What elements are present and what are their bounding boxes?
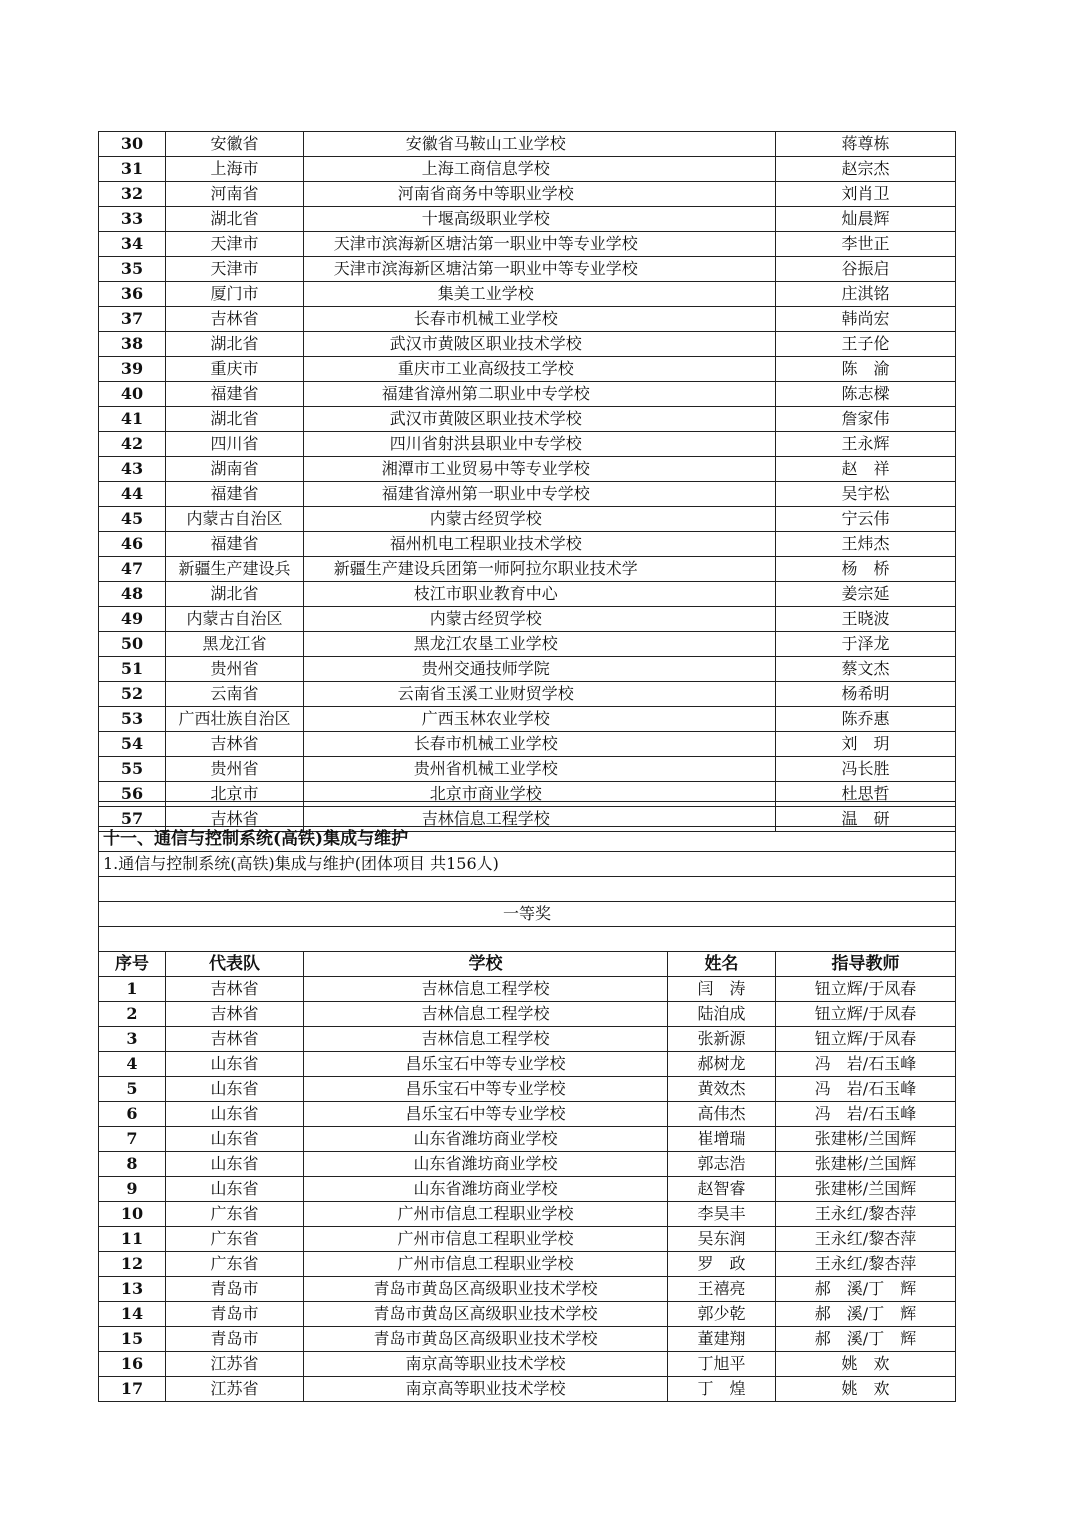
row-name: 蔡文杰	[776, 657, 956, 682]
table-row	[99, 1302, 956, 1327]
row-school: 枝江市职业教育中心	[304, 582, 668, 607]
table-row	[99, 632, 956, 657]
row-school: 吉林信息工程学校	[304, 1027, 668, 1052]
row-team: 福建省	[166, 482, 304, 507]
row-school: 昌乐宝石中等专业学校	[304, 1077, 668, 1102]
row-team: 云南省	[166, 682, 304, 707]
row-empty-cell	[668, 257, 776, 282]
row-name: 杨希明	[776, 682, 956, 707]
row-name: 姜宗延	[776, 582, 956, 607]
row-name: 刘肖卫	[776, 182, 956, 207]
row-empty-cell	[668, 632, 776, 657]
row-school: 黑龙江农垦工业学校	[304, 632, 668, 657]
row-team: 重庆市	[166, 357, 304, 382]
table-row	[99, 382, 956, 407]
row-teacher: 王永红/黎杏萍	[776, 1227, 956, 1252]
row-number: 13	[99, 1277, 166, 1302]
row-number: 34	[99, 232, 166, 257]
row-team: 山东省	[166, 1077, 304, 1102]
row-team: 吉林省	[166, 1027, 304, 1052]
row-name: 高伟杰	[668, 1102, 776, 1127]
table-row	[99, 332, 956, 357]
row-name: 李世正	[776, 232, 956, 257]
row-empty-cell	[668, 557, 776, 582]
row-number: 12	[99, 1252, 166, 1277]
table-header-row	[99, 952, 956, 977]
row-empty-cell	[668, 332, 776, 357]
row-team: 广东省	[166, 1252, 304, 1277]
row-name: 杜思哲	[776, 782, 956, 807]
row-number: 8	[99, 1152, 166, 1177]
row-number: 16	[99, 1352, 166, 1377]
row-number: 2	[99, 1002, 166, 1027]
row-team: 吉林省	[166, 807, 304, 832]
row-team: 福建省	[166, 382, 304, 407]
row-number: 1	[99, 977, 166, 1002]
row-number: 44	[99, 482, 166, 507]
row-school: 青岛市黄岛区高级职业技术学校	[304, 1302, 668, 1327]
row-team: 吉林省	[166, 307, 304, 332]
table-row	[99, 977, 956, 1002]
row-school: 天津市滨海新区塘沽第一职业中等专业学校	[304, 232, 668, 257]
row-number: 39	[99, 357, 166, 382]
table-row	[99, 1277, 956, 1302]
row-empty-cell	[668, 507, 776, 532]
row-teacher: 张建彬/兰国辉	[776, 1127, 956, 1152]
row-team: 湖北省	[166, 332, 304, 357]
row-teacher: 姚 欢	[776, 1377, 956, 1402]
row-team: 福建省	[166, 532, 304, 557]
row-school: 长春市机械工业学校	[304, 307, 668, 332]
row-teacher: 郝 溪/丁 辉	[776, 1302, 956, 1327]
row-number: 56	[99, 782, 166, 807]
row-school: 吉林信息工程学校	[304, 807, 668, 832]
row-number: 15	[99, 1327, 166, 1352]
table-row	[99, 207, 956, 232]
row-school: 武汉市黄陂区职业技术学校	[304, 407, 668, 432]
row-team: 天津市	[166, 232, 304, 257]
row-school: 新疆生产建设兵团第一师阿拉尔职业技术学	[304, 557, 668, 582]
row-school: 广州市信息工程职业学校	[304, 1202, 668, 1227]
row-empty-cell	[668, 407, 776, 432]
row-number: 5	[99, 1077, 166, 1102]
table-row	[99, 407, 956, 432]
row-name: 冯长胜	[776, 757, 956, 782]
header-school: 学校	[304, 952, 668, 977]
row-team: 天津市	[166, 257, 304, 282]
row-name: 陈志樑	[776, 382, 956, 407]
table-row	[99, 757, 956, 782]
row-empty-cell	[668, 157, 776, 182]
row-name: 吴宇松	[776, 482, 956, 507]
table-row	[99, 257, 956, 282]
row-teacher: 张建彬/兰国辉	[776, 1152, 956, 1177]
row-team: 青岛市	[166, 1302, 304, 1327]
row-school: 山东省潍坊商业学校	[304, 1177, 668, 1202]
row-school: 广西玉林农业学校	[304, 707, 668, 732]
table-row	[99, 1102, 956, 1127]
row-number: 35	[99, 257, 166, 282]
row-number: 4	[99, 1052, 166, 1077]
row-number: 47	[99, 557, 166, 582]
row-number: 42	[99, 432, 166, 457]
row-number: 45	[99, 507, 166, 532]
row-name: 郭志浩	[668, 1152, 776, 1177]
row-school: 四川省射洪县职业中专学校	[304, 432, 668, 457]
row-name: 吴东润	[668, 1227, 776, 1252]
table-row	[99, 1227, 956, 1252]
row-number: 55	[99, 757, 166, 782]
row-team: 贵州省	[166, 657, 304, 682]
row-school: 福州机电工程职业技术学校	[304, 532, 668, 557]
table-row	[99, 682, 956, 707]
table-row	[99, 482, 956, 507]
row-name: 王子伦	[776, 332, 956, 357]
row-number: 17	[99, 1377, 166, 1402]
row-number: 6	[99, 1102, 166, 1127]
row-teacher: 钮立辉/于凤春	[776, 1027, 956, 1052]
row-school: 青岛市黄岛区高级职业技术学校	[304, 1277, 668, 1302]
award-level: 一等奖	[99, 902, 956, 927]
row-school: 贵州交通技师学院	[304, 657, 668, 682]
row-teacher: 王永红/黎杏萍	[776, 1252, 956, 1277]
row-empty-cell	[668, 182, 776, 207]
row-school: 天津市滨海新区塘沽第一职业中等专业学校	[304, 257, 668, 282]
row-school: 湘潭市工业贸易中等专业学校	[304, 457, 668, 482]
row-name: 陈乔惠	[776, 707, 956, 732]
row-number: 50	[99, 632, 166, 657]
row-team: 黑龙江省	[166, 632, 304, 657]
row-name: 赵 祥	[776, 457, 956, 482]
spacer-row	[99, 927, 956, 952]
row-school: 长春市机械工业学校	[304, 732, 668, 757]
row-number: 48	[99, 582, 166, 607]
row-number: 52	[99, 682, 166, 707]
row-name: 陈 渝	[776, 357, 956, 382]
header-no: 序号	[99, 952, 166, 977]
row-teacher: 郝 溪/丁 辉	[776, 1277, 956, 1302]
row-name: 董建翔	[668, 1327, 776, 1352]
row-school: 山东省潍坊商业学校	[304, 1127, 668, 1152]
row-school: 南京高等职业技术学校	[304, 1377, 668, 1402]
row-team: 吉林省	[166, 732, 304, 757]
row-name: 赵智睿	[668, 1177, 776, 1202]
row-empty-cell	[668, 532, 776, 557]
row-school: 吉林信息工程学校	[304, 1002, 668, 1027]
row-team: 山东省	[166, 1052, 304, 1077]
row-team: 山东省	[166, 1127, 304, 1152]
table-row	[99, 132, 956, 157]
row-school: 贵州省机械工业学校	[304, 757, 668, 782]
table-row	[99, 707, 956, 732]
table-row	[99, 532, 956, 557]
row-name: 谷振启	[776, 257, 956, 282]
row-name: 罗 政	[668, 1252, 776, 1277]
row-number: 51	[99, 657, 166, 682]
table-row	[99, 732, 956, 757]
row-number: 46	[99, 532, 166, 557]
row-team: 北京市	[166, 782, 304, 807]
section-title: 十一、通信与控制系统(高铁)集成与维护	[99, 827, 956, 852]
row-number: 53	[99, 707, 166, 732]
row-teacher: 郝 溪/丁 辉	[776, 1327, 956, 1352]
row-empty-cell	[668, 232, 776, 257]
row-name: 赵宗杰	[776, 157, 956, 182]
row-school: 广州市信息工程职业学校	[304, 1227, 668, 1252]
row-school: 昌乐宝石中等专业学校	[304, 1052, 668, 1077]
table-row	[99, 232, 956, 257]
row-number: 14	[99, 1302, 166, 1327]
row-school: 福建省漳州第二职业中专学校	[304, 382, 668, 407]
table-row	[99, 1077, 956, 1102]
row-number: 38	[99, 332, 166, 357]
table-row	[99, 1327, 956, 1352]
table-row	[99, 582, 956, 607]
row-name: 郝树龙	[668, 1052, 776, 1077]
row-team: 江苏省	[166, 1377, 304, 1402]
row-teacher: 冯 岩/石玉峰	[776, 1102, 956, 1127]
row-team: 山东省	[166, 1102, 304, 1127]
table-row	[99, 307, 956, 332]
row-name: 温 研	[776, 807, 956, 832]
row-name: 詹家伟	[776, 407, 956, 432]
row-team: 吉林省	[166, 1002, 304, 1027]
table-row	[99, 507, 956, 532]
row-empty-cell	[668, 707, 776, 732]
row-number: 33	[99, 207, 166, 232]
row-school: 重庆市工业高级技工学校	[304, 357, 668, 382]
row-name: 蒋尊栋	[776, 132, 956, 157]
row-name: 王禧亮	[668, 1277, 776, 1302]
row-team: 山东省	[166, 1177, 304, 1202]
row-school: 河南省商务中等职业学校	[304, 182, 668, 207]
row-number: 41	[99, 407, 166, 432]
table-row	[99, 1052, 956, 1077]
row-name: 崔增瑞	[668, 1127, 776, 1152]
row-team: 广西壮族自治区	[166, 707, 304, 732]
row-team: 广东省	[166, 1227, 304, 1252]
row-school: 山东省潍坊商业学校	[304, 1152, 668, 1177]
row-number: 9	[99, 1177, 166, 1202]
row-school: 上海工商信息学校	[304, 157, 668, 182]
table-row	[99, 657, 956, 682]
row-name: 李昊丰	[668, 1202, 776, 1227]
row-name: 闫 涛	[668, 977, 776, 1002]
row-number: 32	[99, 182, 166, 207]
row-team: 内蒙古自治区	[166, 507, 304, 532]
row-teacher: 王永红/黎杏萍	[776, 1202, 956, 1227]
row-team: 吉林省	[166, 977, 304, 1002]
table-row	[99, 1027, 956, 1052]
results-table-continued	[98, 131, 956, 832]
row-empty-cell	[668, 357, 776, 382]
row-name: 于泽龙	[776, 632, 956, 657]
row-school: 内蒙古经贸学校	[304, 607, 668, 632]
row-empty-cell	[668, 657, 776, 682]
row-school: 内蒙古经贸学校	[304, 507, 668, 532]
row-number: 31	[99, 157, 166, 182]
row-team: 湖北省	[166, 407, 304, 432]
row-empty-cell	[668, 207, 776, 232]
row-school: 吉林信息工程学校	[304, 977, 668, 1002]
row-school: 云南省玉溪工业财贸学校	[304, 682, 668, 707]
row-empty-cell	[668, 282, 776, 307]
header-team: 代表队	[166, 952, 304, 977]
row-team: 新疆生产建设兵	[166, 557, 304, 582]
row-name: 杨 桥	[776, 557, 956, 582]
table-row	[99, 182, 956, 207]
row-team: 四川省	[166, 432, 304, 457]
row-teacher: 冯 岩/石玉峰	[776, 1052, 956, 1077]
table-row	[99, 1352, 956, 1377]
row-empty-cell	[668, 582, 776, 607]
row-number: 40	[99, 382, 166, 407]
row-name: 郭少乾	[668, 1302, 776, 1327]
row-school: 福建省漳州第一职业中专学校	[304, 482, 668, 507]
row-empty-cell	[668, 132, 776, 157]
row-teacher: 姚 欢	[776, 1352, 956, 1377]
row-team: 内蒙古自治区	[166, 607, 304, 632]
row-name: 陆洎成	[668, 1002, 776, 1027]
row-team: 湖南省	[166, 457, 304, 482]
row-teacher: 冯 岩/石玉峰	[776, 1077, 956, 1102]
row-empty-cell	[668, 682, 776, 707]
row-name: 丁 煌	[668, 1377, 776, 1402]
section-subtitle: 1.通信与控制系统(高铁)集成与维护(团体项目 共156人)	[99, 852, 956, 877]
row-school: 北京市商业学校	[304, 782, 668, 807]
row-name: 灿晨辉	[776, 207, 956, 232]
row-teacher: 钮立辉/于凤春	[776, 1002, 956, 1027]
table-row	[99, 1202, 956, 1227]
row-number: 11	[99, 1227, 166, 1252]
row-team: 湖北省	[166, 207, 304, 232]
row-number: 36	[99, 282, 166, 307]
spacer-row	[99, 802, 956, 827]
table-row	[99, 1152, 956, 1177]
row-school: 广州市信息工程职业学校	[304, 1252, 668, 1277]
row-name: 王炜杰	[776, 532, 956, 557]
row-team: 江苏省	[166, 1352, 304, 1377]
row-name: 庄淇铭	[776, 282, 956, 307]
row-number: 49	[99, 607, 166, 632]
row-number: 37	[99, 307, 166, 332]
row-empty-cell	[668, 757, 776, 782]
row-name: 王永辉	[776, 432, 956, 457]
row-team: 上海市	[166, 157, 304, 182]
results-table-section-11	[98, 801, 956, 1402]
row-empty-cell	[668, 307, 776, 332]
row-school: 青岛市黄岛区高级职业技术学校	[304, 1327, 668, 1352]
row-team: 贵州省	[166, 757, 304, 782]
row-team: 青岛市	[166, 1277, 304, 1302]
row-school: 集美工业学校	[304, 282, 668, 307]
row-team: 青岛市	[166, 1327, 304, 1352]
table-row	[99, 157, 956, 182]
table-row	[99, 1377, 956, 1402]
table-row	[99, 607, 956, 632]
row-name: 黄效杰	[668, 1077, 776, 1102]
row-name: 王晓波	[776, 607, 956, 632]
row-empty-cell	[668, 732, 776, 757]
row-number: 54	[99, 732, 166, 757]
row-number: 7	[99, 1127, 166, 1152]
row-number: 43	[99, 457, 166, 482]
row-name: 韩尚宏	[776, 307, 956, 332]
header-teacher: 指导教师	[776, 952, 956, 977]
row-name: 宁云伟	[776, 507, 956, 532]
table-row	[99, 1002, 956, 1027]
table-row	[99, 1127, 956, 1152]
row-empty-cell	[668, 607, 776, 632]
row-name: 丁旭平	[668, 1352, 776, 1377]
row-teacher: 张建彬/兰国辉	[776, 1177, 956, 1202]
row-school: 南京高等职业技术学校	[304, 1352, 668, 1377]
table-row	[99, 1177, 956, 1202]
spacer-row	[99, 877, 956, 902]
row-team: 广东省	[166, 1202, 304, 1227]
row-number: 3	[99, 1027, 166, 1052]
row-number: 30	[120, 134, 144, 153]
row-number: 10	[99, 1202, 166, 1227]
row-school: 安徽省马鞍山工业学校	[304, 132, 668, 157]
row-team: 湖北省	[166, 582, 304, 607]
table-row	[99, 557, 956, 582]
row-team: 安徽省	[166, 132, 304, 157]
row-team: 山东省	[166, 1152, 304, 1177]
row-empty-cell	[668, 432, 776, 457]
row-team: 厦门市	[166, 282, 304, 307]
row-school: 十堰高级职业学校	[304, 207, 668, 232]
row-team: 河南省	[166, 182, 304, 207]
table-row	[99, 432, 956, 457]
table-row	[99, 1252, 956, 1277]
table-row	[99, 457, 956, 482]
row-empty-cell	[668, 482, 776, 507]
table-row	[99, 357, 956, 382]
row-school: 昌乐宝石中等专业学校	[304, 1102, 668, 1127]
row-name: 刘 玥	[776, 732, 956, 757]
table-row	[99, 282, 956, 307]
row-name: 张新源	[668, 1027, 776, 1052]
row-school: 武汉市黄陂区职业技术学校	[304, 332, 668, 357]
header-name: 姓名	[668, 952, 776, 977]
row-teacher: 钮立辉/于凤春	[776, 977, 956, 1002]
row-number: 57	[99, 807, 166, 832]
row-empty-cell	[668, 382, 776, 407]
row-empty-cell	[668, 457, 776, 482]
